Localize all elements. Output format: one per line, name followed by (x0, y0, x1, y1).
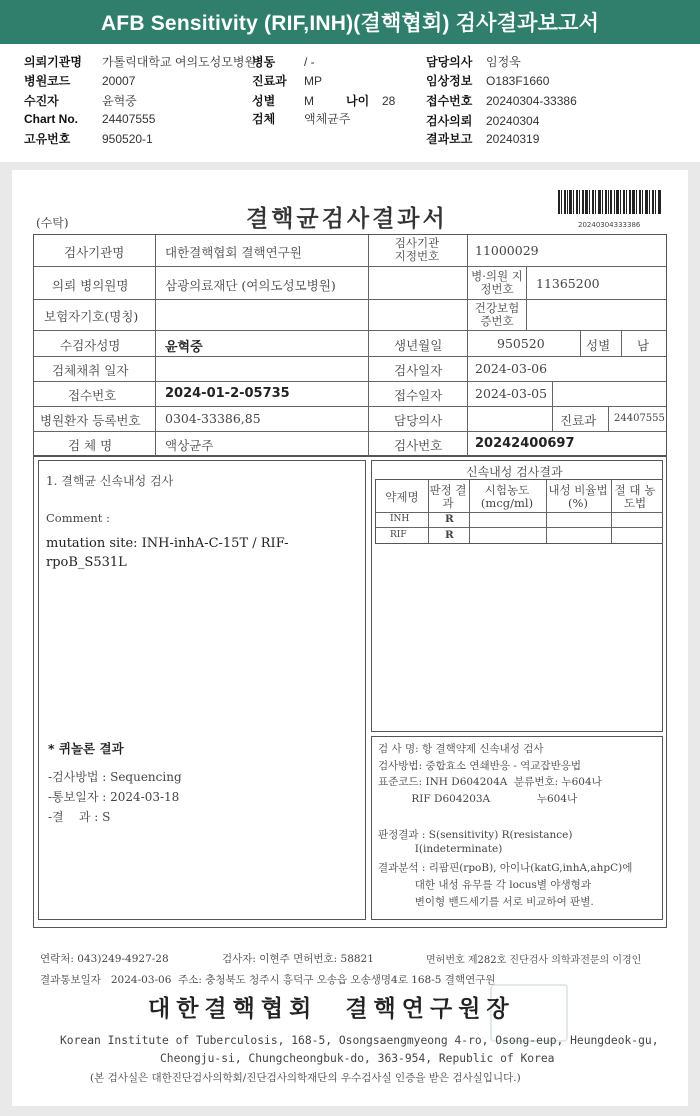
name-value: 윤혁중 (165, 340, 203, 355)
dept-label: 진료과 (560, 413, 597, 428)
result-rif: R (445, 529, 454, 541)
footer-organization: 대한결핵협회 결핵연구원장 (148, 995, 515, 1022)
header-field: Chart No. 24407555 (24, 112, 156, 126)
barcode-number: 20240304333386 (578, 221, 641, 229)
recno-label: 접수번호 (68, 388, 117, 403)
footer-examiner: 검사자: 이현주 면허번호: 58821 (222, 953, 374, 965)
patient-info-header (0, 44, 700, 162)
quinolone-heading: * 퀴놀론 결과 (48, 741, 124, 756)
footer-certification: (본 검사실은 대한진단검사의학회/진단검사의학재단의 우수검사실 인증을 받은 검사실입니다.) (90, 1072, 521, 1084)
header-field: 수진자 윤혁중 (24, 94, 137, 108)
info-line: 검사방법: 중합효소 연쇄반응 - 역교잡반응법 (378, 760, 582, 772)
footer-contact: 연락처: 043)249-4927-28 (40, 953, 169, 965)
doctor-label: 담당의사 (394, 413, 443, 428)
health-label: 건강보험 증번호 (474, 301, 520, 328)
report-title: AFB Sensitivity (RIF,INH)(결핵협회) 검사결과보고서 (100, 12, 600, 35)
info-line: 대한 내성 유무를 각 locus별 야생형과 (378, 879, 591, 891)
hosp-reg-label: 병원환자 등록번호 (40, 413, 141, 428)
dept-value: 24407555 (614, 413, 665, 424)
header-field: 의뢰기관명 가톨릭대학교 여의도성모병원 (24, 55, 257, 69)
inst-value: 대한결핵협회 결핵연구원 (165, 245, 302, 260)
drug-inh: INH (390, 514, 410, 524)
header-field: 나이 28 (346, 94, 396, 108)
info-line: 변이형 밴드세기를 서로 비교하여 판별. (378, 896, 594, 908)
footer-address-en: Korean Institute of Tuberculosis, 168-5, Osongsaengmyeong 4-ro, Osong-eup, Heungdeok-gu, (60, 1034, 659, 1047)
header-field: 성별 M (252, 94, 314, 108)
inst-code-value: 11000029 (475, 243, 539, 258)
sex-label: 성별 (586, 338, 611, 353)
inst-code-label: 검사기관 지정번호 (394, 236, 440, 263)
col-drug: 약제명 (385, 490, 419, 504)
specimen-value: 액상균주 (165, 438, 214, 453)
quinolone-method: -검사방법 : Sequencing (48, 770, 182, 784)
quinolone-result: -결 과 : S (48, 810, 111, 824)
result-inh: R (445, 513, 454, 525)
sex-value: 남 (637, 338, 650, 353)
quinolone-date: -통보일자 : 2024-03-18 (48, 790, 180, 804)
specimen-label: 검 체 명 (68, 438, 113, 453)
clinic-code-label: 병·의원 지정번호 (471, 269, 523, 296)
header-field: 임상정보 O183F1660 (426, 74, 550, 88)
info-line: 검 사 명: 항 결핵약제 신속내성 검사 (378, 743, 544, 755)
section-heading: 1. 결핵균 신속내성 검사 (46, 474, 174, 488)
info-line: 표준코드: INH D604204A 분류번호: 누604나 (378, 776, 602, 788)
header-field: 진료과 MP (252, 74, 322, 88)
footer-license: 면허번호 제282호 진단검사 의학과전문의 이경인 (426, 955, 642, 966)
info-line: 결과분석 : 리팜핀(rpoB), 아이나(katG,inhA,ahpC)에 (378, 862, 633, 874)
header-field: 고유번호 950520-1 (24, 132, 153, 146)
col-concentration: 시험농도 (mcg/ml) (480, 483, 534, 510)
footer-notify: 결과통보일자 2024-03-06 주소: 충청북도 청주시 흥덕구 오송읍 오송생명4로 168-5 결핵연구원 (40, 974, 496, 986)
birth-value: 950520 (497, 336, 545, 351)
header-field: 검체 액체균주 (252, 112, 351, 126)
header-field: 담당의사 임정욱 (426, 55, 521, 69)
req-value: 삼광의료재단 (여의도성모병원) (165, 278, 336, 293)
report-info-grid (33, 234, 667, 456)
name-label: 수검자성명 (60, 338, 121, 353)
testdate-label: 검사일자 (394, 363, 443, 378)
info-line: RIF D604203A 누604나 (378, 793, 578, 805)
info-line: I(indeterminate) (378, 843, 503, 855)
insure-label: 보험자기호(명칭) (44, 309, 139, 324)
comment-label: Comment : (46, 511, 110, 525)
header-field: 병동 / - (252, 55, 315, 69)
mutation-line-2: rpoB_S531L (46, 555, 127, 570)
req-label: 의뢰 병의원명 (52, 278, 129, 293)
document-title: 결핵균검사결과서 (246, 205, 448, 232)
header-field: 병원코드 20007 (24, 74, 136, 88)
report-title-bar (0, 0, 700, 44)
drug-rif: RIF (390, 530, 407, 540)
info-line: 판정결과 : S(sensitivity) R(resistance) (378, 829, 573, 841)
header-field: 결과보고 20240319 (426, 132, 540, 146)
birth-label: 생년월일 (394, 338, 443, 353)
collect-label: 검체채취 일자 (52, 363, 129, 378)
barcode-icon (558, 190, 662, 220)
hosp-reg-value: 0304-33386,85 (165, 411, 261, 426)
testdate-value: 2024-03-06 (475, 361, 548, 376)
testno-label: 검사번호 (394, 438, 443, 453)
recdate-value: 2024-03-05 (475, 386, 548, 401)
inst-label: 검사기관명 (64, 245, 125, 260)
header-field: 검사의뢰 20240304 (426, 114, 540, 128)
testno-value: 20242400697 (475, 436, 575, 451)
recno-value: 2024-01-2-05735 (165, 386, 290, 401)
rapid-result-heading: 신속내성 검사결과 (466, 465, 563, 479)
footer-address-en: Cheongju-si, Chungcheongbuk-do, 363-954, Republic of Korea (160, 1052, 555, 1065)
clinic-code-value: 11365200 (536, 276, 600, 291)
left-result-panel (38, 460, 366, 920)
col-result: 판정 결과 (429, 483, 467, 510)
col-ratio: 내성 비율법(%) (548, 483, 608, 510)
col-absolute: 절 대 농도법 (614, 483, 656, 510)
header-field: 접수번호 20240304-33386 (426, 94, 577, 108)
mutation-line-1: mutation site: INH-inhA-C-15T / RIF- (46, 536, 289, 551)
consignment-tag: (수탁) (36, 216, 69, 230)
recdate-label: 접수일자 (394, 388, 443, 403)
